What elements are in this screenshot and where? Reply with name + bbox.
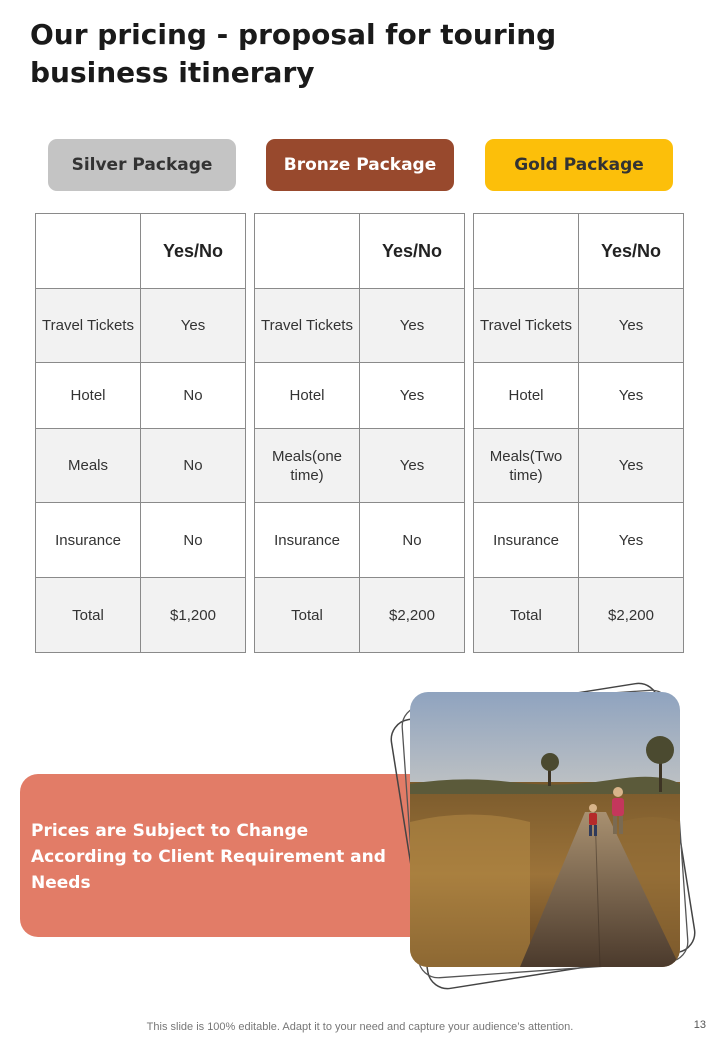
- feature-value: Yes: [579, 429, 684, 503]
- table-row: [255, 503, 465, 578]
- gold-package-label: Gold Package: [485, 139, 673, 191]
- table-corner-cell: [474, 214, 579, 289]
- feature-label: Total: [36, 578, 141, 653]
- feature-value: Yes: [360, 289, 465, 363]
- feature-value: $1,200: [141, 578, 246, 653]
- feature-label: Travel Tickets: [255, 289, 360, 363]
- feature-value: Yes: [579, 289, 684, 363]
- feature-label: Meals: [36, 429, 141, 503]
- table-row: [36, 578, 246, 653]
- table-header-cell: Yes/No: [579, 214, 684, 289]
- table-row: [474, 429, 684, 503]
- feature-label: Hotel: [36, 363, 141, 429]
- feature-value: Yes: [360, 363, 465, 429]
- feature-label: Total: [255, 578, 360, 653]
- feature-label: Insurance: [36, 503, 141, 578]
- bronze-package-table: [254, 213, 465, 653]
- feature-label: Hotel: [474, 363, 579, 429]
- table-row: [474, 503, 684, 578]
- feature-label: Insurance: [255, 503, 360, 578]
- feature-value: Yes: [579, 363, 684, 429]
- table-header-cell: Yes/No: [141, 214, 246, 289]
- bronze-package-label: Bronze Package: [266, 139, 454, 191]
- feature-value: Yes: [141, 289, 246, 363]
- feature-label: Insurance: [474, 503, 579, 578]
- feature-label: Meals(one time): [255, 429, 360, 503]
- feature-label: Meals(Two time): [474, 429, 579, 503]
- feature-value: Yes: [579, 503, 684, 578]
- table-row: [474, 289, 684, 363]
- page-number: 13: [693, 1019, 706, 1031]
- gold-package-table: [473, 213, 684, 653]
- feature-label: Travel Tickets: [474, 289, 579, 363]
- travel-photo: [380, 672, 710, 1002]
- silver-package-label: Silver Package: [48, 139, 236, 191]
- table-row: [255, 289, 465, 363]
- table-header-row: [36, 214, 246, 289]
- feature-label: Travel Tickets: [36, 289, 141, 363]
- footer-note: This slide is 100% editable. Adapt it to your need and capture your audience’s attention.: [146, 1021, 574, 1033]
- table-header-row: [474, 214, 684, 289]
- table-row: [36, 429, 246, 503]
- price-note-text: Prices are Subject to Change According to Client Requirement and Needs: [31, 821, 386, 893]
- feature-value: No: [141, 429, 246, 503]
- table-row: [255, 363, 465, 429]
- table-corner-cell: [255, 214, 360, 289]
- table-row: [36, 289, 246, 363]
- table-row: [36, 503, 246, 578]
- table-row: [474, 363, 684, 429]
- page-title: Our pricing - proposal for touring business itinerary: [30, 18, 557, 89]
- travel-photo-illustration: [380, 672, 710, 1002]
- silver-package-table: [35, 213, 246, 653]
- table-row: [255, 578, 465, 653]
- feature-value: $2,200: [360, 578, 465, 653]
- table-header-cell: Yes/No: [360, 214, 465, 289]
- table-header-row: [255, 214, 465, 289]
- feature-value: No: [360, 503, 465, 578]
- feature-label: Total: [474, 578, 579, 653]
- table-row: [474, 578, 684, 653]
- table-row: [255, 429, 465, 503]
- feature-value: $2,200: [579, 578, 684, 653]
- table-row: [36, 363, 246, 429]
- feature-value: No: [141, 503, 246, 578]
- feature-value: No: [141, 363, 246, 429]
- table-corner-cell: [36, 214, 141, 289]
- feature-value: Yes: [360, 429, 465, 503]
- feature-label: Hotel: [255, 363, 360, 429]
